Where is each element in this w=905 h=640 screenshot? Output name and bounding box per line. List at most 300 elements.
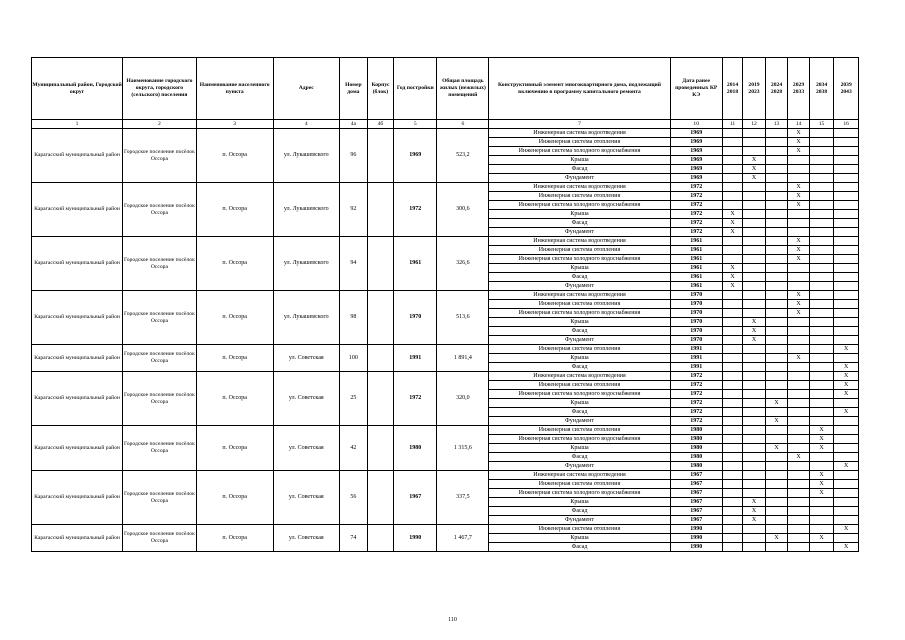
prior-repair-date-cell: 1970 [670,318,722,327]
year-cell: 1980 [394,426,437,471]
period-mark-cell [743,210,766,219]
area-cell: 326,6 [437,237,489,291]
column-number: 1 [32,120,123,129]
period-mark-cell [743,534,766,543]
element-cell: Инженерная система отопления [489,300,670,309]
period-mark-cell: X [788,192,809,201]
settlement-cell: Городское поселение посёлок Оссора [123,345,197,372]
period-mark-cell [743,462,766,471]
period-mark-cell [722,507,742,516]
period-mark-cell [809,246,834,255]
period-mark-cell [765,237,788,246]
prior-repair-date-cell: 1972 [670,390,722,399]
period-mark-cell [809,525,834,534]
element-cell: Крыша [489,534,670,543]
period-mark-cell [743,435,766,444]
area-cell: 320,0 [437,372,489,426]
period-mark-cell: X [765,399,788,408]
period-mark-cell: X [743,516,766,525]
street-cell: ул. Советская [273,525,340,552]
element-cell: Фасад [489,327,670,336]
prior-repair-date-cell: 1991 [670,345,722,354]
header-period-2014: 2014 2018 [722,58,742,120]
period-mark-cell [765,390,788,399]
period-mark-cell: X [788,291,809,300]
period-mark-cell: X [788,129,809,138]
header-house-number: Номер дома [340,58,368,120]
period-mark-cell: X [743,507,766,516]
period-mark-cell [809,390,834,399]
period-mark-cell [809,219,834,228]
element-cell: Инженерная система холодного водоснабжения [489,435,670,444]
period-mark-cell [765,489,788,498]
period-mark-cell [743,489,766,498]
prior-repair-date-cell: 1972 [670,408,722,417]
prior-repair-date-cell: 1980 [670,426,722,435]
period-mark-cell: X [788,309,809,318]
period-mark-cell [743,246,766,255]
table-row [32,471,859,480]
period-mark-cell [809,291,834,300]
period-mark-cell [809,183,834,192]
period-mark-cell [834,174,859,183]
period-mark-cell [834,273,859,282]
area-cell: 1 467,7 [437,525,489,552]
year-cell: 1970 [394,291,437,345]
capital-repair-table [31,57,859,552]
period-mark-cell [743,525,766,534]
period-mark-cell: X [722,273,742,282]
prior-repair-date-cell: 1972 [670,228,722,237]
period-mark-cell [722,399,742,408]
period-mark-cell [722,543,742,552]
period-mark-cell [743,237,766,246]
header-period-2039: 2039 2043 [834,58,859,120]
corpus-cell [367,426,394,471]
header-row [32,58,859,120]
locality-cell: п. Оссора [196,183,273,237]
period-mark-cell [788,462,809,471]
period-mark-cell [788,435,809,444]
element-cell: Фасад [489,165,670,174]
period-mark-cell [743,264,766,273]
year-cell: 1972 [394,372,437,426]
period-mark-cell [809,228,834,237]
period-mark-cell [765,210,788,219]
period-mark-cell [743,471,766,480]
year-cell: 1961 [394,237,437,291]
period-mark-cell [722,336,742,345]
period-mark-cell [722,426,742,435]
header-prior-repair-date: Дата ранее проведенных КР КЭ [670,58,722,120]
column-number: 7 [489,120,670,129]
element-cell: Инженерная система отопления [489,192,670,201]
area-cell: 337,5 [437,471,489,525]
period-mark-cell [788,417,809,426]
element-cell: Инженерная система водоотведения [489,237,670,246]
house-number-cell: 56 [340,471,368,525]
period-mark-cell [809,507,834,516]
column-number: 14 [788,120,809,129]
prior-repair-date-cell: 1969 [670,174,722,183]
period-mark-cell [765,525,788,534]
period-mark-cell [743,444,766,453]
prior-repair-date-cell: 1969 [670,156,722,165]
period-mark-cell [834,192,859,201]
period-mark-cell [834,255,859,264]
period-mark-cell [788,228,809,237]
period-mark-cell [809,210,834,219]
period-mark-cell [722,291,742,300]
district-cell: Карагасский муниципальный район [32,345,123,372]
period-mark-cell: X [788,453,809,462]
period-mark-cell [765,354,788,363]
period-mark-cell [765,273,788,282]
header-address: Адрес [273,58,340,120]
period-mark-cell [809,453,834,462]
period-mark-cell [722,408,742,417]
column-number: 11 [722,120,742,129]
period-mark-cell: X [809,534,834,543]
prior-repair-date-cell: 1967 [670,471,722,480]
table-row [32,291,859,300]
element-cell: Инженерная система водоотведения [489,129,670,138]
period-mark-cell [834,147,859,156]
period-mark-cell [809,282,834,291]
period-mark-cell [788,264,809,273]
period-mark-cell [722,372,742,381]
prior-repair-date-cell: 1961 [670,264,722,273]
period-mark-cell [809,300,834,309]
settlement-cell: Городское поселение посёлок Оссора [123,426,197,471]
period-mark-cell [809,408,834,417]
prior-repair-date-cell: 1980 [670,435,722,444]
period-mark-cell [743,417,766,426]
period-mark-cell [788,534,809,543]
prior-repair-date-cell: 1961 [670,246,722,255]
element-cell: Фасад [489,543,670,552]
period-mark-cell [788,516,809,525]
prior-repair-date-cell: 1961 [670,255,722,264]
column-number: 15 [809,120,834,129]
period-mark-cell [809,165,834,174]
period-mark-cell: X [834,381,859,390]
period-mark-cell [722,480,742,489]
period-mark-cell [765,183,788,192]
period-mark-cell: X [834,543,859,552]
element-cell: Инженерная система водоотведения [489,291,670,300]
period-mark-cell [765,165,788,174]
header-period-2019: 2019 2023 [743,58,766,120]
period-mark-cell [809,273,834,282]
period-mark-cell [788,426,809,435]
period-mark-cell [834,156,859,165]
prior-repair-date-cell: 1969 [670,138,722,147]
locality-cell: п. Оссора [196,525,273,552]
street-cell: ул. Лукашевского [273,291,340,345]
period-mark-cell [743,309,766,318]
period-mark-cell [834,318,859,327]
column-number: 4б [367,120,394,129]
period-mark-cell [743,219,766,228]
period-mark-cell [809,318,834,327]
period-mark-cell [743,354,766,363]
period-mark-cell [743,201,766,210]
column-number: 6 [437,120,489,129]
district-cell: Карагасский муниципальный район [32,237,123,291]
period-mark-cell [743,363,766,372]
period-mark-cell [765,318,788,327]
period-mark-cell [765,246,788,255]
period-mark-cell [722,390,742,399]
period-mark-cell: X [743,174,766,183]
period-mark-cell [788,498,809,507]
period-mark-cell [809,138,834,147]
period-mark-cell: X [788,255,809,264]
period-mark-cell [809,264,834,273]
period-mark-cell [765,435,788,444]
locality-cell: п. Оссора [196,471,273,525]
period-mark-cell [834,417,859,426]
period-mark-cell [743,147,766,156]
period-mark-cell [809,147,834,156]
period-mark-cell [743,480,766,489]
period-mark-cell: X [743,336,766,345]
period-mark-cell [722,165,742,174]
prior-repair-date-cell: 1967 [670,480,722,489]
period-mark-cell [743,228,766,237]
period-mark-cell [722,129,742,138]
period-mark-cell [722,435,742,444]
prior-repair-date-cell: 1970 [670,300,722,309]
period-mark-cell [788,174,809,183]
period-mark-cell: X [834,525,859,534]
period-mark-cell: X [809,480,834,489]
element-cell: Фундамент [489,516,670,525]
corpus-cell [367,372,394,426]
element-cell: Инженерная система отопления [489,246,670,255]
element-cell: Фундамент [489,174,670,183]
period-mark-cell [765,453,788,462]
period-mark-cell [722,498,742,507]
element-cell: Фасад [489,507,670,516]
period-mark-cell [743,300,766,309]
district-cell: Карагасский муниципальный район [32,426,123,471]
element-cell: Фундамент [489,336,670,345]
period-mark-cell: X [834,462,859,471]
house-number-cell: 96 [340,129,368,183]
period-mark-cell [722,174,742,183]
period-mark-cell [722,192,742,201]
period-mark-cell: X [765,444,788,453]
prior-repair-date-cell: 1972 [670,201,722,210]
period-mark-cell [765,480,788,489]
period-mark-cell [722,147,742,156]
header-element: Конструктивный элемент многоквартирного дома, подлежащий включению в программу капитального ремонта [489,58,670,120]
column-number: 4а [340,120,368,129]
period-mark-cell [743,381,766,390]
street-cell: ул. Советская [273,426,340,471]
period-mark-cell [834,507,859,516]
period-mark-cell [834,498,859,507]
prior-repair-date-cell: 1972 [670,183,722,192]
period-mark-cell [788,381,809,390]
period-mark-cell: X [788,246,809,255]
street-cell: ул. Лукашевского [273,129,340,183]
element-cell: Инженерная система водоотведения [489,471,670,480]
element-cell: Крыша [489,354,670,363]
year-cell: 1967 [394,471,437,525]
settlement-cell: Городское поселение посёлок Оссора [123,471,197,525]
period-mark-cell: X [788,183,809,192]
period-mark-cell [722,138,742,147]
period-mark-cell: X [788,138,809,147]
year-cell: 1969 [394,129,437,183]
prior-repair-date-cell: 1969 [670,165,722,174]
period-mark-cell [765,291,788,300]
header-settlement: Наименование городского округа, городского (сельского) поселения [123,58,197,120]
period-mark-cell [722,516,742,525]
period-mark-cell [834,309,859,318]
prior-repair-date-cell: 1972 [670,381,722,390]
district-cell: Карагасский муниципальный район [32,183,123,237]
period-mark-cell [765,255,788,264]
period-mark-cell [834,183,859,192]
period-mark-cell [743,255,766,264]
period-mark-cell [722,471,742,480]
period-mark-cell [788,336,809,345]
period-mark-cell [722,381,742,390]
period-mark-cell [809,309,834,318]
period-mark-cell [788,408,809,417]
period-mark-cell [788,507,809,516]
period-mark-cell [765,228,788,237]
area-cell: 300,6 [437,183,489,237]
period-mark-cell [788,165,809,174]
element-cell: Фундамент [489,228,670,237]
prior-repair-date-cell: 1991 [670,354,722,363]
period-mark-cell [809,237,834,246]
period-mark-cell: X [809,489,834,498]
period-mark-cell: X [809,435,834,444]
period-mark-cell: X [743,318,766,327]
period-mark-cell [743,138,766,147]
element-cell: Инженерная система отопления [489,345,670,354]
period-mark-cell [834,219,859,228]
table-row [32,129,859,138]
element-cell: Инженерная система холодного водоснабжения [489,309,670,318]
district-cell: Карагасский муниципальный район [32,471,123,525]
period-mark-cell [743,273,766,282]
period-mark-cell [809,516,834,525]
period-mark-cell [722,534,742,543]
element-cell: Инженерная система холодного водоснабжения [489,201,670,210]
period-mark-cell [765,462,788,471]
prior-repair-date-cell: 1990 [670,534,722,543]
period-mark-cell [722,345,742,354]
district-cell: Карагасский муниципальный район [32,372,123,426]
period-mark-cell [834,534,859,543]
period-mark-cell [834,354,859,363]
prior-repair-date-cell: 1967 [670,498,722,507]
locality-cell: п. Оссора [196,372,273,426]
prior-repair-date-cell: 1990 [670,525,722,534]
corpus-cell [367,525,394,552]
period-mark-cell [722,237,742,246]
period-mark-cell [809,336,834,345]
element-cell: Инженерная система отопления [489,138,670,147]
house-number-cell: 94 [340,237,368,291]
settlement-cell: Городское поселение посёлок Оссора [123,129,197,183]
period-mark-cell [809,255,834,264]
period-mark-cell [834,435,859,444]
period-mark-cell [765,309,788,318]
period-mark-cell [809,543,834,552]
period-mark-cell [834,336,859,345]
settlement-cell: Городское поселение посёлок Оссора [123,525,197,552]
period-mark-cell [809,129,834,138]
column-number: 16 [834,120,859,129]
element-cell: Крыша [489,156,670,165]
period-mark-cell [765,498,788,507]
district-cell: Карагасский муниципальный район [32,129,123,183]
period-mark-cell [765,327,788,336]
period-mark-cell [722,417,742,426]
period-mark-cell [788,489,809,498]
period-mark-cell [765,381,788,390]
period-mark-cell [765,264,788,273]
period-mark-cell [722,525,742,534]
prior-repair-date-cell: 1961 [670,237,722,246]
period-mark-cell: X [809,426,834,435]
period-mark-cell [834,471,859,480]
period-mark-cell [809,192,834,201]
prior-repair-date-cell: 1967 [670,516,722,525]
period-mark-cell [765,408,788,417]
period-mark-cell [765,201,788,210]
period-mark-cell [788,210,809,219]
period-mark-cell [765,219,788,228]
period-mark-cell [834,399,859,408]
street-cell: ул. Советская [273,471,340,525]
period-mark-cell [788,219,809,228]
period-mark-cell [834,327,859,336]
period-mark-cell [722,453,742,462]
element-cell: Крыша [489,210,670,219]
table-row [32,345,859,354]
period-mark-cell [722,246,742,255]
corpus-cell [367,129,394,183]
period-mark-cell [834,201,859,210]
element-cell: Инженерная система водоотведения [489,183,670,192]
prior-repair-date-cell: 1970 [670,327,722,336]
period-mark-cell: X [722,264,742,273]
prior-repair-date-cell: 1972 [670,372,722,381]
element-cell: Крыша [489,318,670,327]
header-corpus: Корпус (блок) [367,58,394,120]
element-cell: Инженерная система отопления [489,480,670,489]
settlement-cell: Городское поселение посёлок Оссора [123,237,197,291]
period-mark-cell [809,381,834,390]
period-mark-cell [788,318,809,327]
prior-repair-date-cell: 1972 [670,417,722,426]
period-mark-cell: X [722,228,742,237]
element-cell: Фундамент [489,282,670,291]
period-mark-cell [765,345,788,354]
locality-cell: п. Оссора [196,129,273,183]
period-mark-cell: X [722,282,742,291]
period-mark-cell [765,372,788,381]
